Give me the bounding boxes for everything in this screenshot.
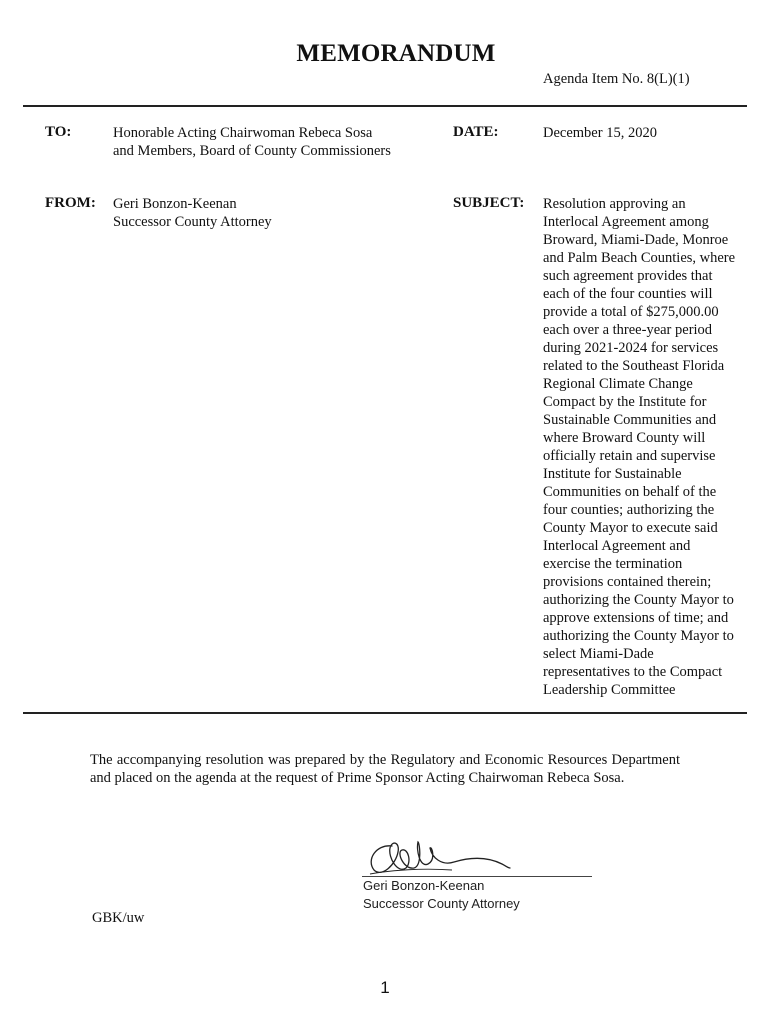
date-label: DATE: [453, 124, 499, 140]
from-line: Geri Bonzon-Keenan [113, 196, 237, 212]
subject-line: Interlocal Agreement and [543, 538, 691, 554]
to-line: and Members, Board of County Commissioners [113, 143, 391, 159]
subject-line: each of the four counties will [543, 286, 713, 302]
signatory-name: Geri Bonzon-Keenan [363, 878, 485, 893]
subject-line: each over a three-year period [543, 322, 713, 338]
signatory-title: Successor County Attorney [363, 896, 520, 911]
subject-line: authorizing the County Mayor to [543, 628, 734, 644]
subject-line: Interlocal Agreement among [543, 214, 709, 230]
top-divider [23, 105, 747, 107]
subject-line: Leadership Committee [543, 682, 676, 698]
from-label: FROM: [45, 195, 96, 211]
bottom-divider [23, 712, 747, 714]
handwritten-signature [362, 834, 602, 880]
subject-line: during 2021-2024 for services [543, 340, 719, 356]
subject-line: approve extensions of time; and [543, 610, 729, 626]
subject-line: related to the Southeast Florida [543, 358, 725, 374]
subject-line: select Miami-Dade [543, 646, 654, 662]
page-number: 1 [380, 978, 390, 997]
subject-line: County Mayor to execute said [543, 520, 718, 536]
subject-line: and Palm Beach Counties, where [543, 250, 736, 266]
subject-text [543, 195, 748, 699]
from-line: Successor County Attorney [113, 214, 272, 230]
to-recipients [113, 124, 391, 160]
from-sender [113, 195, 272, 231]
signature-line [362, 876, 592, 877]
to-label: TO: [45, 124, 72, 140]
subject-line: exercise the termination [543, 556, 683, 572]
subject-line: representatives to the Compact [543, 664, 723, 680]
subject-label: SUBJECT: [453, 195, 525, 211]
subject-line: where Broward County will [543, 430, 706, 446]
agenda-item-number: Agenda Item No. 8(L)(1) [543, 71, 690, 87]
subject-line: Communities on behalf of the [543, 484, 717, 500]
memo-body: The accompanying resolution was prepared by the Regulatory and Economic Resources Department and placed on the agenda at the request of Prime Sponsor Acting Chairwoman Rebeca Sosa. [90, 752, 680, 786]
subject-line: Sustainable Communities and [543, 412, 717, 428]
subject-line: Institute for Sustainable [543, 466, 682, 482]
subject-line: provide a total of $275,000.00 [543, 304, 719, 320]
memo-title: MEMORANDUM [296, 40, 496, 67]
subject-line: four counties; authorizing the [543, 502, 715, 518]
subject-line: Compact by the Institute for [543, 394, 707, 410]
subject-line: Broward, Miami-Dade, Monroe [543, 232, 729, 248]
subject-line: officially retain and supervise [543, 448, 716, 464]
subject-line: Regional Climate Change [543, 376, 693, 392]
typist-initials: GBK/uw [92, 910, 145, 926]
subject-line: authorizing the County Mayor to [543, 592, 734, 608]
to-line: Honorable Acting Chairwoman Rebeca Sosa [113, 125, 373, 141]
date-value: December 15, 2020 [543, 125, 657, 141]
subject-line: provisions contained therein; [543, 574, 712, 590]
subject-line: such agreement provides that [543, 268, 713, 284]
subject-line: Resolution approving an [543, 196, 686, 212]
